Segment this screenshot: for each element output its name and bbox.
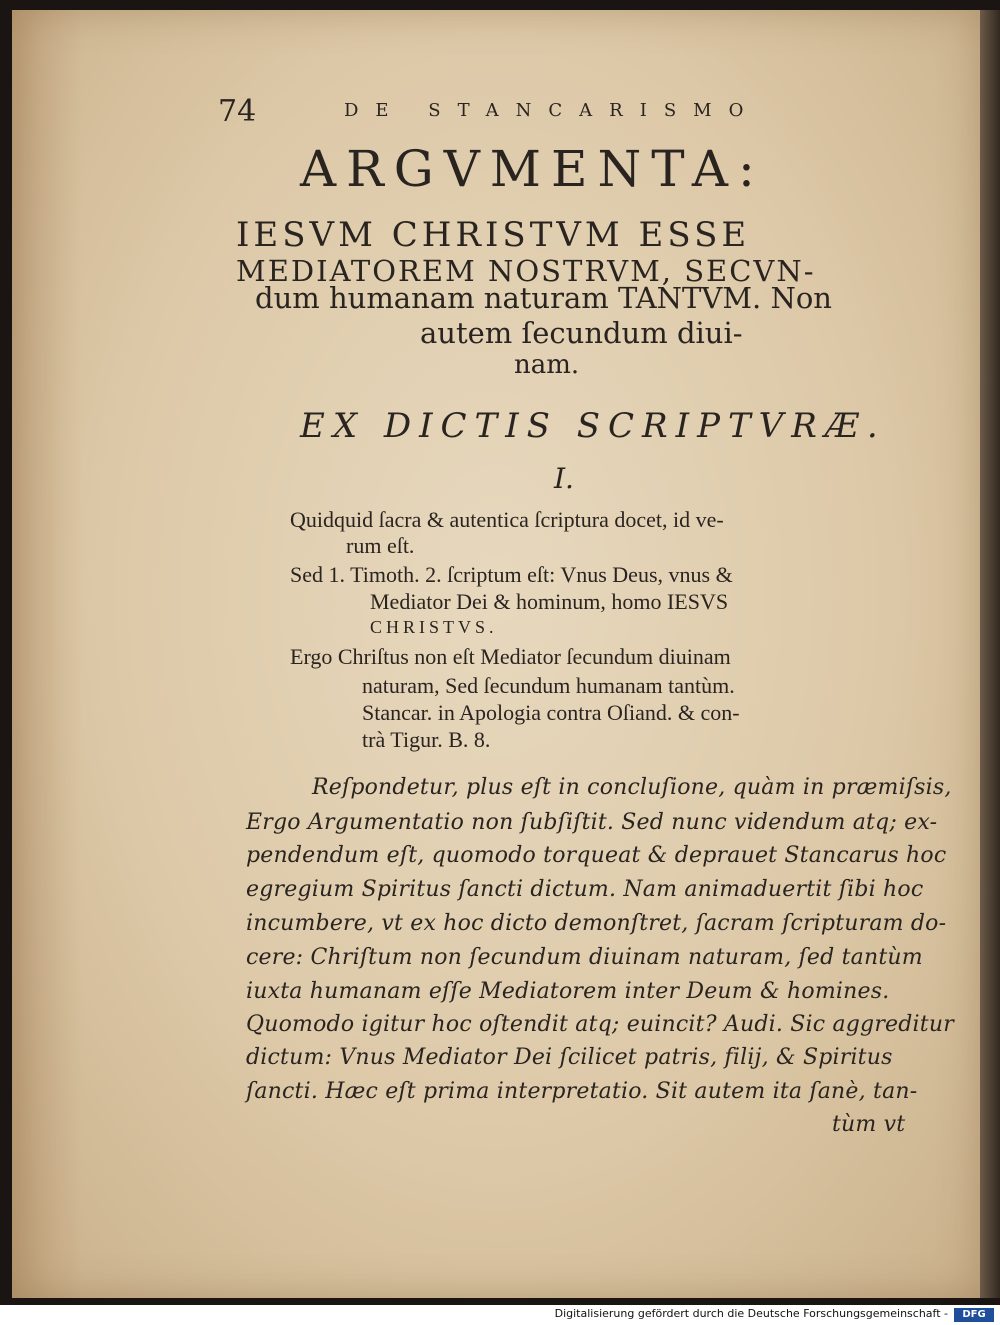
page-title: ARGVMENTA: <box>300 140 765 198</box>
running-head: DE STANCARISMO <box>344 100 761 121</box>
response-line: ſancti. Hæc eſt prima interpretatio. Sit autem ita ſanè, tan- <box>246 1079 918 1104</box>
heading-line: dum humanam naturam TANTVM. Non <box>255 281 832 315</box>
response-line: incumbere, vt ex hoc dicto demonſtret, ſacram ſcripturam do- <box>246 911 947 936</box>
response-line: Reſpondetur, plus eſt in concluſione, quàm in præmiſsis, <box>312 775 952 800</box>
response-line: pendendum eſt, quomodo torqueat & deprauet Stancarus hoc <box>246 843 947 868</box>
response-line: iuxta humanam eſſe Mediatorem inter Deum & homines. <box>246 979 890 1004</box>
syllogism-line: Stancar. in Apologia contra Oſiand. & con- <box>362 700 740 725</box>
heading-line: autem ſecundum diui- <box>420 316 743 350</box>
syllogism-line: CHRISTVS. <box>370 617 498 637</box>
argument-numeral: I. <box>554 462 574 495</box>
response-line: egregium Spiritus ſancti dictum. Nam animaduertit ſibi hoc <box>246 877 924 902</box>
catchword: tùm vt <box>832 1112 906 1137</box>
response-line: dictum: Vnus Mediator Dei ſcilicet patris, filij, & Spiritus <box>246 1045 893 1070</box>
heading-line: MEDIATOREM NOSTRVM, SECVN- <box>236 254 816 288</box>
syllogism-line: trà Tigur. B. 8. <box>362 727 491 752</box>
response-line: Quomodo igitur hoc oſtendit atq; euincit? Audi. Sic aggreditur <box>246 1012 954 1037</box>
syllogism-line: Quidquid ſacra & autentica ſcriptura docet, id ve- <box>290 507 724 532</box>
syllogism-line: rum eſt. <box>346 533 415 558</box>
page-edge <box>980 10 1000 1298</box>
response-line: cere: Chriſtum non ſecundum diuinam naturam, ſed tantùm <box>246 945 923 970</box>
response-line: Ergo Argumentatio non ſubſiſtit. Sed nunc videndum atq; ex- <box>246 810 938 835</box>
digitization-credit: Digitalisierung gefördert durch die Deutsche Forschungsgemeinschaft - <box>554 1307 948 1320</box>
syllogism-line: Ergo Chriſtus non eſt Mediator ſecundum diuinam <box>290 644 731 669</box>
heading-line: nam. <box>514 350 580 380</box>
syllogism-line: Mediator Dei & hominum, homo IESVS <box>370 589 729 614</box>
heading-line: IESVM CHRISTVM ESSE <box>236 215 751 255</box>
section-heading: EX DICTIS SCRIPTVRÆ. <box>300 406 886 446</box>
footer-bar <box>0 1305 1000 1325</box>
dfg-logo: DFG <box>954 1308 994 1322</box>
syllogism-line: Sed 1. Timoth. 2. ſcriptum eſt: Vnus Deus, vnus & <box>290 562 733 587</box>
page-stain <box>12 10 82 1298</box>
page-number: 74 <box>218 94 257 129</box>
syllogism-line: naturam, Sed ſecundum humanam tantùm. <box>362 673 735 698</box>
